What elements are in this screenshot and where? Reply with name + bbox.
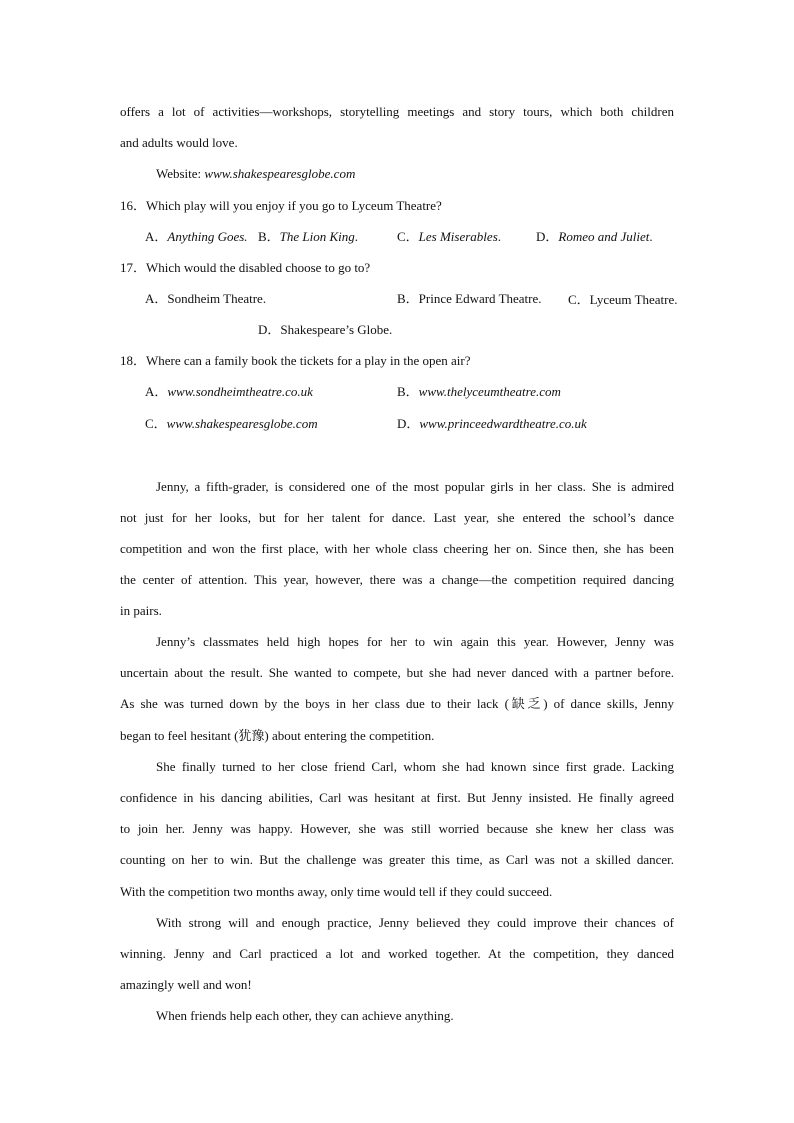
question-16-option-a xyxy=(145,228,248,246)
option-letter: C． xyxy=(145,416,167,431)
option-text: The Lion King xyxy=(279,229,355,244)
option-letter: D． xyxy=(536,229,559,244)
question-16-option-b: B．The Lion King. xyxy=(258,229,359,244)
passage-p2-line-4: began to feel hesitant (犹豫) about entering the competition. xyxy=(120,728,435,743)
option-letter: D． xyxy=(258,322,281,337)
question-18-stem: 18．Where can a family book the tickets for a play in the open air? xyxy=(120,353,471,368)
option-text: Shakespeare’s Globe. xyxy=(280,322,393,337)
option-letter: B． xyxy=(397,384,419,399)
passage-p2-line-3: As she was turned down by the boys in her class due to their lack (缺乏) of dance skills, Jenny xyxy=(120,696,674,711)
option-text: www.shakespearesglobe.com xyxy=(166,416,318,431)
passage-p4-line-3: amazingly well and won! xyxy=(120,977,252,992)
question-18-option-b xyxy=(397,383,561,401)
passage-p3-line-5: With the competition two months away, only time would tell if they could succeed. xyxy=(120,884,553,899)
passage-p1-line-2: not just for her looks, but for her talent for dance. Last year, she entered the school’s dance xyxy=(120,510,674,525)
option-letter: B． xyxy=(258,229,280,244)
question-17-option-b xyxy=(397,290,542,308)
passage-p4-line-2: winning. Jenny and Carl practiced a lot and worked together. At the competition, they danced xyxy=(120,946,674,961)
option-text: Les Miserables xyxy=(418,229,498,244)
question-17-option-c xyxy=(568,284,708,315)
question-16-stem: 16．Which play will you enjoy if you go to Lyceum Theatre? xyxy=(120,198,442,213)
passage-p4-line-1: With strong will and enough practice, Jenny believed they could improve their chances of xyxy=(156,915,674,930)
question-18-option-a xyxy=(145,383,313,401)
question-17-option-d xyxy=(258,321,392,339)
question-18-option-d xyxy=(397,415,587,433)
passage-p5-line-1: When friends help each other, they can achieve anything. xyxy=(156,1008,454,1023)
option-text: Sondheim Theatre. xyxy=(167,291,267,306)
passage-p2-line-1: Jenny’s classmates held high hopes for her to win again this year. However, Jenny was xyxy=(156,634,674,649)
question-16-option-d: D．Romeo and Juliet. xyxy=(536,229,653,244)
passage-p3-line-2: confidence in his dancing abilities, Carl was hesitant at first. But Jenny insisted. He finally agreed xyxy=(120,790,674,805)
question-18-option-c xyxy=(145,415,318,433)
option-letter: B． xyxy=(397,291,419,306)
option-letter: D． xyxy=(397,416,420,431)
option-letter: A． xyxy=(145,291,168,306)
option-letter: C． xyxy=(397,229,419,244)
option-text: Lyceum Theatre. xyxy=(589,292,678,307)
option-text: Anything Goes. xyxy=(167,229,248,244)
question-17-option-a xyxy=(145,290,266,308)
passage-p1-line-4: the center of attention. This year, however, there was a change—the competition required dancing xyxy=(120,572,674,587)
option-letter: A． xyxy=(145,229,168,244)
passage-p1-line-3: competition and won the first place, with her whole class cheering her on. Since then, she has been xyxy=(120,541,674,556)
passage-p3-line-1: She finally turned to her close friend Carl, whom she had known since first grade. Lacking xyxy=(156,759,674,774)
passage-p3-line-4: counting on her to win. But the challenge was greater this time, as Carl was not a skilled dancer. xyxy=(120,852,674,867)
intro-line-1: offers a lot of activities—workshops, storytelling meetings and story tours, which both children xyxy=(120,104,674,119)
passage-p3-line-3: to join her. Jenny was happy. However, she was still worried because she knew her class was xyxy=(120,821,674,836)
option-text: www.princeedwardtheatre.co.uk xyxy=(419,416,587,431)
option-text: www.sondheimtheatre.co.uk xyxy=(167,384,313,399)
passage-p2-line-2: uncertain about the result. She wanted to compete, but she had never danced with a partner before. xyxy=(120,665,674,680)
intro-line-2: and adults would love. xyxy=(120,135,238,150)
website-line xyxy=(156,165,355,183)
question-17-stem: 17．Which would the disabled choose to go to? xyxy=(120,260,371,275)
website-label: Website: xyxy=(156,166,202,181)
passage-p1-line-1: Jenny, a fifth-grader, is considered one of the most popular girls in her class. She is admired xyxy=(156,479,674,494)
website-url: www.shakespearesglobe.com xyxy=(204,166,356,181)
option-letter: A． xyxy=(145,384,168,399)
option-letter: C． xyxy=(568,292,590,307)
passage-p1-line-5: in pairs. xyxy=(120,603,162,618)
option-text: Prince Edward Theatre. xyxy=(418,291,542,306)
question-16-option-c: C．Les Miserables. xyxy=(397,229,502,244)
option-text: www.thelyceumtheatre.com xyxy=(418,384,561,399)
option-text: Romeo and Juliet xyxy=(558,229,650,244)
